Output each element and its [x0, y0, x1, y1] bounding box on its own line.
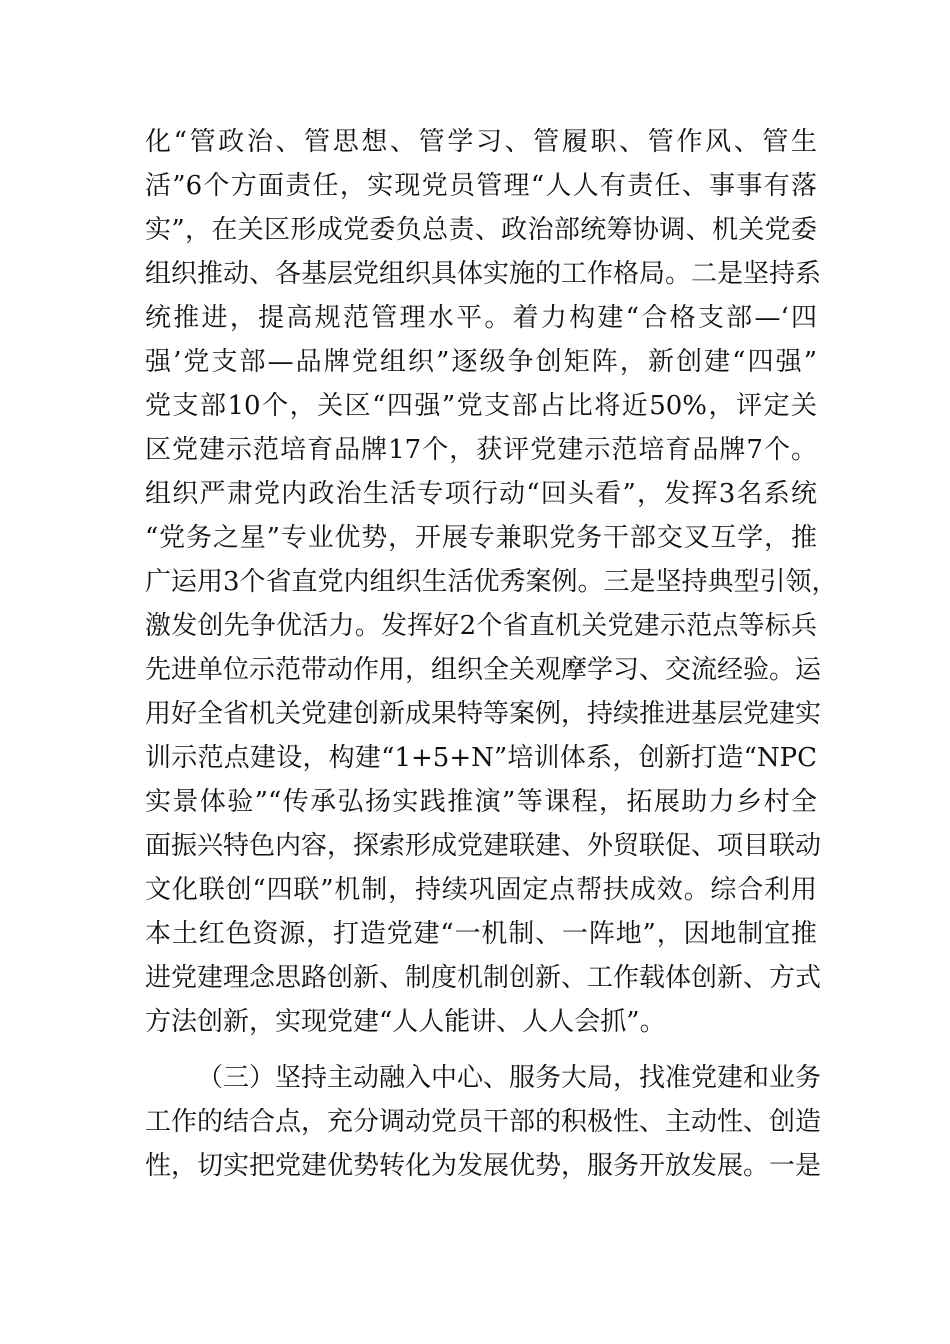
- text-line: 组织严肃党内政治生活专项行动“回头看”，发挥3名系统: [145, 479, 817, 509]
- text-line: 激发创先争优活力。发挥好2个省直机关党建示范点等标兵: [145, 611, 817, 641]
- text-line: 进党建理念思路创新、制度机制创新、工作载体创新、方式: [145, 963, 822, 993]
- text-line: 训示范点建设，构建“1+5+N”培训体系，创新打造“NPC: [145, 743, 817, 773]
- text-line: 强’党支部—品牌党组织”逐级争创矩阵，新创建“四强”: [145, 347, 817, 377]
- text-line: 实景体验”“传承弘扬实践推演”等课程，拓展助力乡村全: [145, 787, 817, 817]
- text-line: “党务之星”专业优势，开展专兼职党务干部交叉互学，推: [145, 523, 817, 553]
- text-line: 活”6个方面责任，实现党员管理“人人有责任、事事有落: [145, 171, 817, 201]
- text-line: 广运用3个省直党内组织生活优秀案例。三是坚持典型引领，: [145, 567, 838, 597]
- text-line: 先进单位示范带动作用，组织全关观摩学习、交流经验。运: [145, 655, 822, 685]
- text-line: 党支部10个，关区“四强”党支部占比将近50%，评定关: [145, 391, 817, 421]
- text-line: 文化联创“四联”机制，持续巩固定点帮扶成效。综合利用: [145, 875, 817, 905]
- text-line: 组织推动、各基层党组织具体实施的工作格局。二是坚持系: [145, 259, 822, 289]
- text-line: 面振兴特色内容，探索形成党建联建、外贸联促、项目联动: [145, 831, 822, 861]
- text-line: 统推进，提高规范管理水平。着力构建“合格支部—‘四: [145, 303, 817, 333]
- text-line: 实”，在关区形成党委负总责、政治部统筹协调、机关党委: [145, 215, 817, 245]
- text-line: 本土红色资源，打造党建“一机制、一阵地”，因地制宜推: [145, 919, 817, 949]
- body-text: [145, 120, 838, 1188]
- text-line: 方法创新，实现党建“人人能讲、人人会抓”。: [145, 1007, 666, 1037]
- text-line: 工作的结合点，充分调动党员干部的积极性、主动性、创造: [145, 1107, 822, 1137]
- text-line: 用好全省机关党建创新成果特等案例，持续推进基层党建实: [145, 699, 822, 729]
- text-line: 化“管政治、管思想、管学习、管履职、管作风、管生: [145, 127, 817, 157]
- text-line: 性，切实把党建优势转化为发展优势，服务开放发展。一是: [145, 1151, 822, 1181]
- paragraph-1: [145, 120, 838, 1044]
- text-line: （三）坚持主动融入中心、服务大局，找准党建和业务: [197, 1063, 822, 1093]
- paragraph-2: [145, 1056, 822, 1188]
- paragraph-gap: [145, 1044, 817, 1056]
- text-line: 区党建示范培育品牌17个，获评党建示范培育品牌7个。: [145, 435, 817, 465]
